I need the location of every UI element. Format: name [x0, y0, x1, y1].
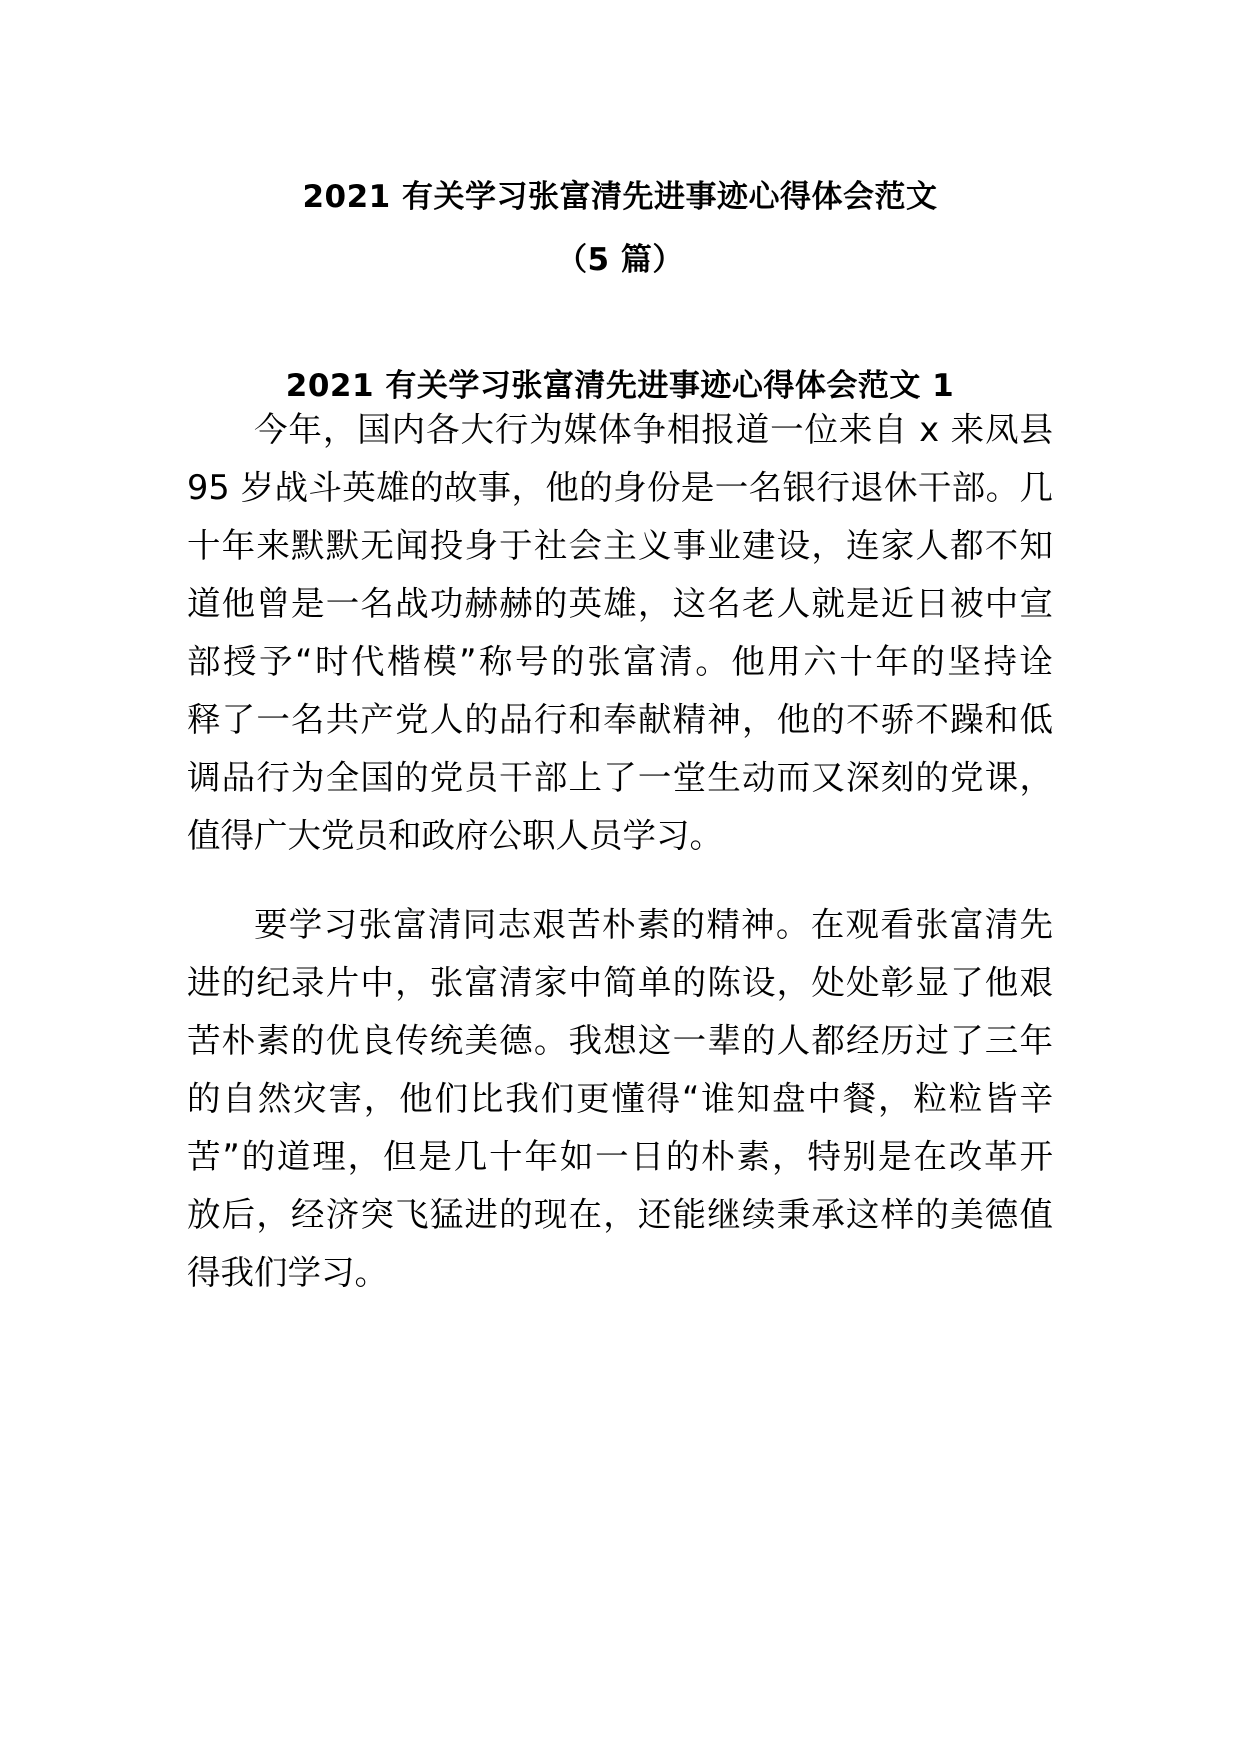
paragraph-line: 95 岁战斗英雄的故事，他的身份是一名银行退休干部。几	[187, 468, 1053, 507]
document-title: 2021 有关学习张富清先进事迹心得体会范文	[302, 179, 938, 215]
paragraph-line: 的自然灾害，他们比我们更懂得“谁知盘中餐，粒粒皆辛	[187, 1079, 1053, 1118]
paragraph-line: 值得广大党员和政府公职人员学习。	[187, 816, 723, 855]
paragraph-line: 调品行为全国的党员干部上了一堂生动而又深刻的党课，	[187, 758, 1053, 797]
paragraph-line: 今年，国内各大行为媒体争相报道一位来自 x 来凤县	[254, 410, 1053, 449]
paragraph-line: 放后，经济突飞猛进的现在，还能继续秉承这样的美德值	[187, 1195, 1053, 1234]
paragraph-line: 进的纪录片中，张富清家中简单的陈设，处处彰显了他艰	[187, 963, 1053, 1002]
paragraph-line: 十年来默默无闻投身于社会主义事业建设，连家人都不知	[187, 526, 1053, 565]
document-title-count: （5 篇）	[556, 242, 684, 278]
paragraph-line: 道他曾是一名战功赫赫的英雄，这名老人就是近日被中宣	[187, 584, 1053, 623]
paragraph-line: 苦朴素的优良传统美德。我想这一辈的人都经历过了三年	[187, 1021, 1053, 1060]
paragraph-line: 得我们学习。	[187, 1253, 388, 1292]
paragraph-line: 部授予“时代楷模”称号的张富清。他用六十年的坚持诠	[187, 642, 1053, 681]
paragraph-line: 苦”的道理，但是几十年如一日的朴素，特别是在改革开	[187, 1137, 1053, 1176]
paragraph-line: 要学习张富清同志艰苦朴素的精神。在观看张富清先	[254, 905, 1053, 944]
paragraph-line: 释了一名共产党人的品行和奉献精神，他的不骄不躁和低	[187, 700, 1053, 739]
section-heading: 2021 有关学习张富清先进事迹心得体会范文 1	[285, 368, 955, 404]
